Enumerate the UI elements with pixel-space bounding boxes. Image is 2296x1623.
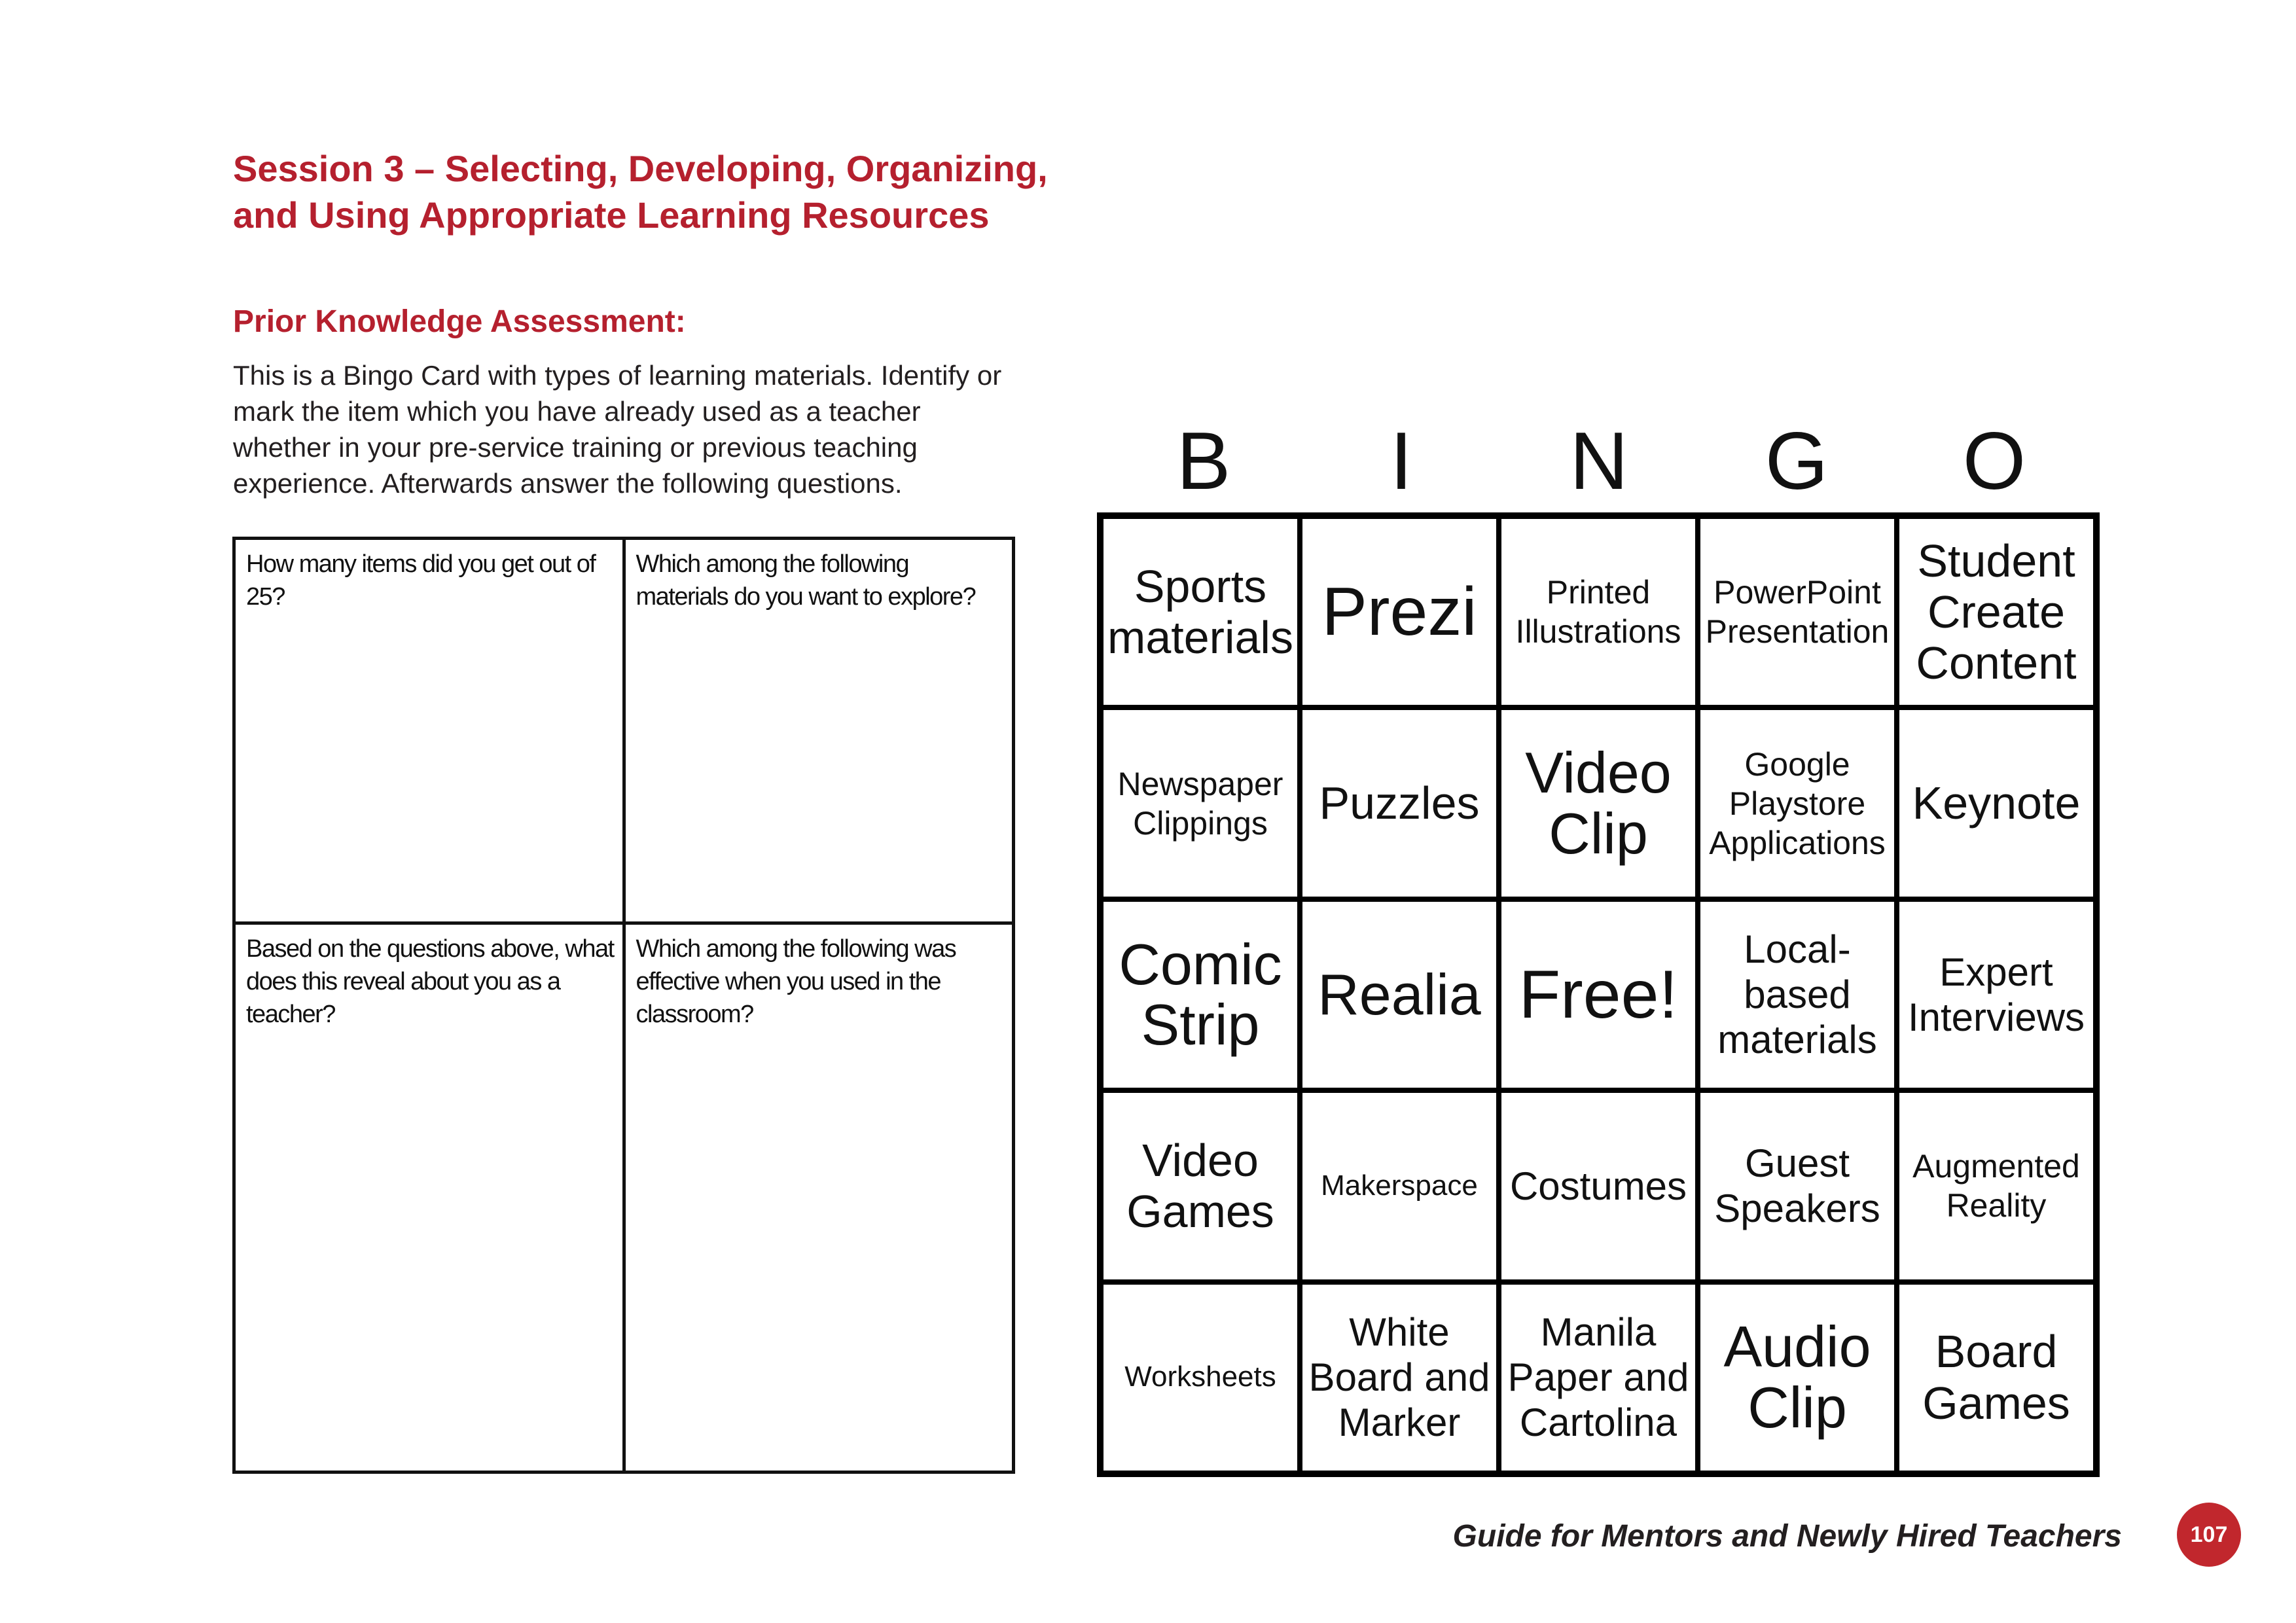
bingo-cell[interactable]: Worksheets (1103, 1285, 1297, 1471)
bingo-cell[interactable]: Keynote (1899, 710, 2093, 896)
question-text: Which among the following materials do you want to explore? (636, 550, 976, 611)
bingo-letter: I (1390, 416, 1413, 507)
bingo-cell[interactable]: Expert Interviews (1899, 902, 2093, 1088)
bingo-letter: G (1765, 416, 1829, 507)
bingo-cell[interactable]: Printed Illustrations (1501, 519, 1695, 705)
bingo-cell[interactable]: Newspaper Clippings (1103, 710, 1297, 896)
question-cell[interactable] (624, 539, 1014, 923)
question-cell[interactable] (234, 923, 624, 1472)
table-row (234, 923, 1014, 1472)
question-text: How many items did you get out of 25? (246, 550, 596, 611)
bingo-cell[interactable]: Guest Speakers (1700, 1093, 1894, 1279)
section-heading: Prior Knowledge Assessment: (233, 304, 686, 339)
question-cell[interactable] (234, 539, 624, 923)
bingo-letter: B (1176, 416, 1231, 507)
bingo-cell[interactable]: Prezi (1302, 519, 1496, 705)
bingo-cell[interactable]: Student Create Content (1899, 519, 2093, 705)
bingo-letter: O (1962, 416, 2026, 507)
bingo-cell[interactable]: Free! (1501, 902, 1695, 1088)
question-text: Based on the questions above, what does this reveal about you as a teacher? (246, 935, 614, 1028)
bingo-cell[interactable]: Costumes (1501, 1093, 1695, 1279)
bingo-cell[interactable]: Augmented Reality (1899, 1093, 2093, 1279)
bingo-cell[interactable]: Comic Strip (1103, 902, 1297, 1088)
guide-title: Guide for Mentors and Newly Hired Teachers (1452, 1519, 2122, 1554)
bingo-cell[interactable]: PowerPoint Presentation (1700, 519, 1894, 705)
table-row (234, 539, 1014, 923)
bingo-header (1105, 416, 2093, 507)
bingo-cell[interactable]: Google Playstore Applications (1700, 710, 1894, 896)
bingo-cell[interactable]: Audio Clip (1700, 1285, 1894, 1471)
bingo-cell[interactable]: Sports materials (1103, 519, 1297, 705)
bingo-cell[interactable]: Manila Paper and Cartolina (1501, 1285, 1695, 1471)
session-title: Session 3 – Selecting, Developing, Organizing, and Using Appropriate Learning Resources (233, 148, 1048, 236)
reflection-questions-table (232, 537, 1015, 1474)
bingo-cell[interactable]: Video Games (1103, 1093, 1297, 1279)
bingo-cell[interactable]: Puzzles (1302, 710, 1496, 896)
bingo-cell[interactable]: Local- based materials (1700, 902, 1894, 1088)
instructions-paragraph: This is a Bingo Card with types of learning materials. Identify or mark the item which you have already used as a teacher whether in your pre-service training or previous teaching experience. Afterwards answer the following questions. (233, 360, 1002, 499)
bingo-cell[interactable]: Video Clip (1501, 710, 1695, 896)
question-text: Which among the following was effective when you used in the classroom? (636, 935, 956, 1028)
bingo-card (1097, 512, 2100, 1477)
bingo-cell[interactable]: Board Games (1899, 1285, 2093, 1471)
question-cell[interactable] (624, 923, 1014, 1472)
page-number-badge: 107 (2177, 1503, 2241, 1567)
bingo-cell[interactable]: Makerspace (1302, 1093, 1496, 1279)
bingo-letter: N (1570, 416, 1628, 507)
bingo-cell[interactable]: Realia (1302, 902, 1496, 1088)
bingo-cell[interactable]: White Board and Marker (1302, 1285, 1496, 1471)
